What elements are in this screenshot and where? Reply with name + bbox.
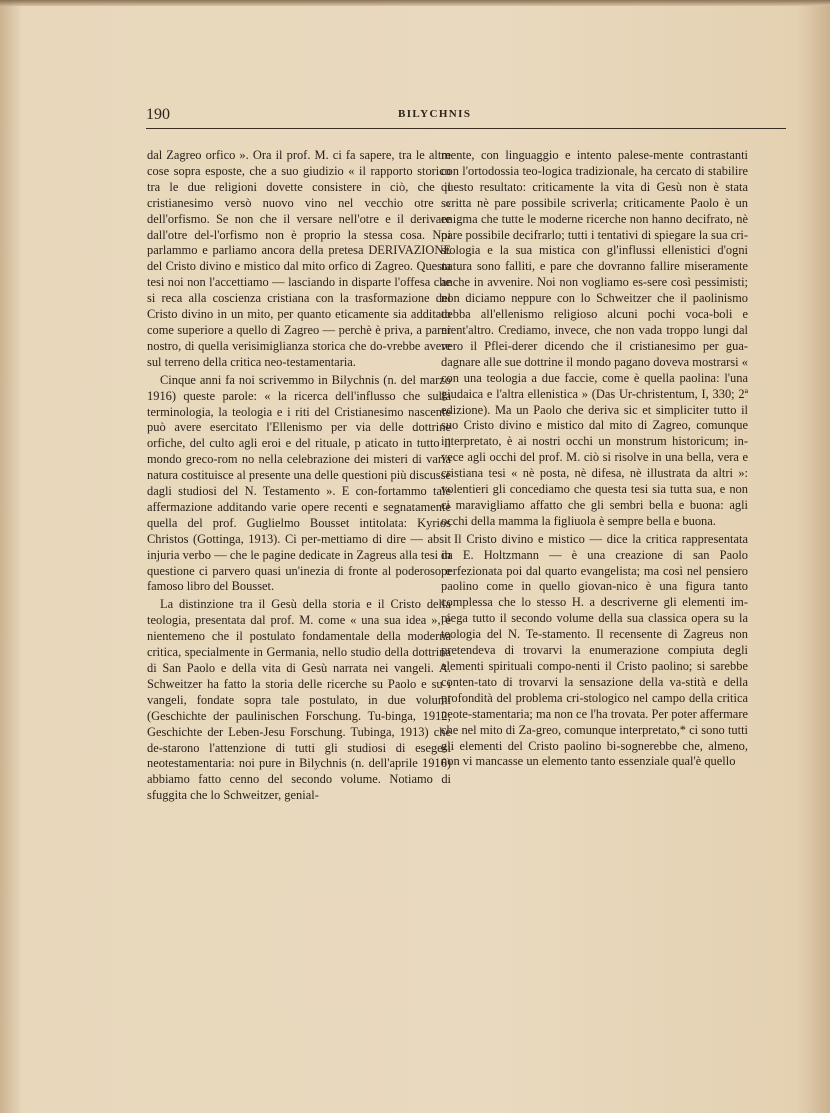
paragraph: dal Zagreo orfico ». Ora il prof. M. ci fa sapere, tra le altre cose sopra esposte, che a suo giudizio « il rapporto storico tra le due religioni dovette consistere in ciò, che il cristianesimo versò nuovo vino nel vecchio otre » dell'orfismo. Se non che il versare nell'otre e il derivare dall'otre del-l'orfismo non è proprio la stessa cosa. Noi parlammo e parliamo ancora della pretesa DERIVAZIONE del Cristo divino e mistico dal mito orfico di Zagreo. Questa tesi noi non l'accettiamo — lasciando in disparte l'offesa che si reca alla coscienza cristiana con la trasformazione del Cristo divino in un mito, per quanto eticamente sia additato come superiore a quello di Zagreo — perchè è priva, a parer nostro, di quella verisimiglianza storica che do-vrebbe avere sul terreno della critica neo-testamentaria. [147, 148, 451, 369]
paragraph: La distinzione tra il Gesù della storia e il Cristo della teologia, presentata dal prof. M. come « una sua idea », è nientemeno che il postulato fondamentale della moderna critica, specialmente in Germania, nello studio della dottrina di San Paolo e della vita di Gesù narrata nei vangeli. A. Schweitzer ha fatto la storia delle ricerche su Paolo e su i vangeli, fondate sopra tale postulato, in due volumi (Geschichte der paulinischen Forschung. Tu-binga, 1912; Geschichte der Leben-Jesu Forschung. Tubinga, 1913) che de-starono l'attenzione di tutti gli studiosi di esegesi neotestamentaria: noi pure in Bilychnis (n. dell'aprile 1916) abbiamo fatto cenno del secondo volume. Notiamo di sfuggita che lo Schweitzer, genial- [147, 597, 451, 803]
paragraph: Cinque anni fa noi scrivemmo in Bilychnis (n. del marzo 1916) queste parole: « la ricerca dell'influsso che sulla terminologia, la teologia e i riti del Cristianesimo nascente può avere esercitato l'Ellenismo per via delle dottrine orfiche, del culto agli eroi e del rituale, p aticato in tutto il mondo greco-rom no nella celebrazione dei misteri di varia natura costituisce al presente una delle questioni più discusse dagli studiosi del N. Testamento ». E con-fortammo tale affermazione additando varie opere recenti e segnatamente quella del prof. Guglielmo Bousset intitolata: Kyrios Christos (Gottinga, 1913). Ci per-mettiamo di dire — absit injuria verbo — che le pagine dedicate in Zagreus alla tesi in questione ci parvero quasi un'inezia di fronte al poderoso e famoso libro del Bousset. [147, 372, 451, 594]
paragraph: Il Cristo divino e mistico — dice la critica rappresentata da E. Holtzmann — è una creazione di san Paolo perfezionata poi dal quarto evangelista; ma così nel pensiero paolino come in quello giovan-nico è una figura tanto complessa che lo stesso H. a descriverne gli elementi im-piega tutto il secondo volume della sua classica opera su la teologia del N. Te-stamento. Il recensente di Zagreus non pretendeva di trovarvi la enumerazione compiuta degli elementi spirituali compo-nenti il Cristo paolino; si sarebbe conten-tato di trovarvi la sensazione della va-stità e della profondità del problema cri-stologico nel campo della critica neote-stamentaria; ma non ce l'ha trovata. Per poter affermare che nel mito di Za-greo, comunque interpretato,* ci sono tutti gli elementi del Cristo paolino bi-sognerebbe che, almeno, non vi mancasse un elemento tanto essenziale qual'è quello [441, 531, 748, 769]
page-top-edge [0, 0, 830, 6]
running-title: BILYCHNIS [398, 108, 472, 120]
binding-shadow [0, 0, 22, 1113]
paragraph: mente, con linguaggio e intento palese-mente contrastanti con l'ortodossia teo-logica tradizionale, ha cercato di stabilire questo resultato: criticamente la vita di Gesù non è stata scritta nè pare possibile scriverla; criticamente Paolo è un enigma che tutte le moderne ricerche non hanno decifrato, nè pare possibile decifrarlo; tutti i tentativi di spiegare la sua cri-stologia e la sua mistica con gl'influssi ellenistici d'ogni natura sono falliti, e pare che dovranno fallire miseramente anche in avvenire. Noi non vogliamo es-sere così pessimisti; non diciamo neppure con lo Schweitzer che il paolinismo debba all'ellenismo religioso alcuni pochi voca-boli e nient'altro. Crediamo, invece, che non vada troppo lungi dal vero il Pflei-derer dicendo che il cristianesimo per gua-dagnare alle sue dottrine il mondo pagano doveva mostrarsi « con una teologia a due faccie, come è quella paolina: l'una giudaica e l'altra ellenistica » (Das Ur-christentum, I, 330; 2ª edizione). Ma un Paolo che deriva sic et simpliciter tutto il suo Cristo divino e mistico dal mito di Zagreo, comunque interpretato, è ai nostri occhi un monstrum historicum; in-vece agli occhi del prof. M. ciò si risolve in una bella, vera e cristiana tesi « nè posta, nè difesa, nè illustrata da altri »: volentieri gli concediamo che questa tesi sia tutta sua, e non ci maravigliamo affatto che gli sembri bella e buona: agli occhi della mamma la figliuola è sempre bella e buona. [441, 148, 748, 528]
page-header [146, 106, 786, 130]
header-rule [146, 128, 786, 129]
left-column [147, 148, 451, 938]
right-column [441, 148, 748, 938]
page-number: 190 [146, 106, 170, 123]
